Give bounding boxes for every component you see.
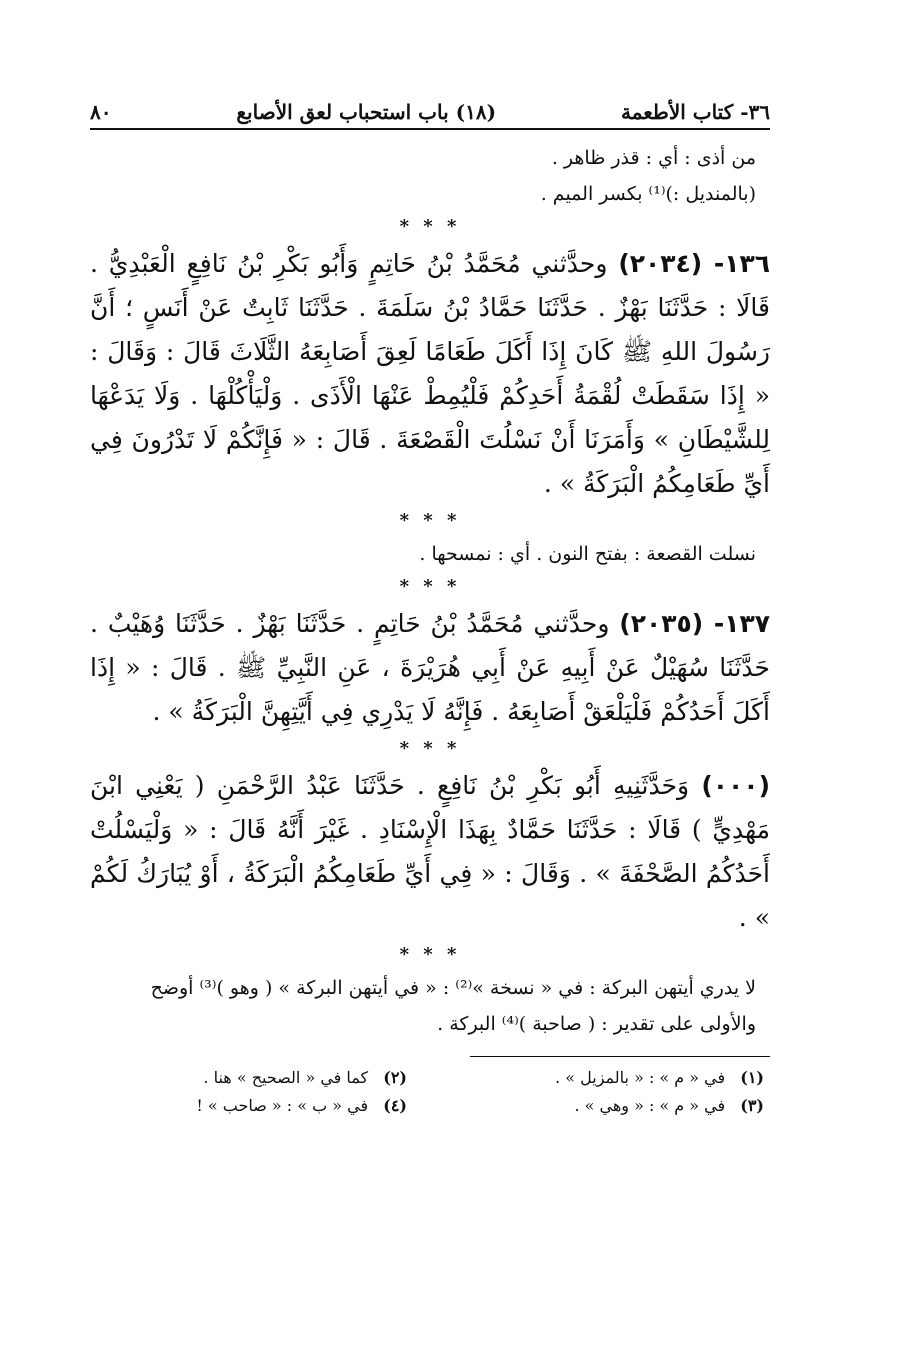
footnotes-divider: [470, 1056, 770, 1057]
book-title: ٣٦- كتاب الأطعمة: [620, 100, 770, 124]
hadith-136: [90, 242, 770, 506]
page: [90, 100, 770, 1119]
note-line: (بالمنديل :)⁽¹⁾ بكسر الميم .: [540, 183, 756, 205]
hadith-000: [90, 764, 770, 940]
footnote-number: (٣): [740, 1096, 764, 1115]
header-chapter: [111, 100, 621, 124]
footnote-text: كما في « الصحيح » هنا .: [203, 1068, 369, 1087]
footnote: [90, 1093, 407, 1119]
hadith-number: (٠٠٠): [701, 771, 770, 800]
note-line: لا يدري أيتهن البركة : في « نسخة »⁽²⁾ : « في أيتهن البركة » ( وهو )⁽³⁾ أوضح: [150, 977, 756, 999]
footnotes: [90, 1065, 770, 1119]
running-header: [90, 100, 770, 130]
chapter-title: (١٨) باب استحباب لعق الأصابع: [236, 100, 497, 124]
hadith-137: [90, 602, 770, 734]
footnote: [90, 1065, 407, 1091]
footnote: [447, 1065, 764, 1091]
hadith-number: ١٣٧- (٢٠٣٥): [619, 609, 771, 638]
footnote-text: في « م » : « بالمزيل » .: [555, 1068, 726, 1087]
hadith-text: وحدَّثني مُحَمَّدُ بْنُ حَاتِمٍ . حَدَّثَنَا بَهْزٌ . حَدَّثَنَا وُهَيْبٌ . حَدَّثَنَا سُهَيْلٌ عَنْ أَبِيهِ عَنْ أَبِي هُرَيْرَةَ ، عَنِ النَّبِيِّ ﷺ . قَالَ : « إِذَا أَكَلَ أَحَدُكُمْ فَلْيَلْعَقْ أَصَابِعَهُ . فَإِنَّهُ لَا يَدْرِي فِي أَيَّتِهِنَّ الْبَرَكَةُ » .: [90, 609, 770, 726]
section-separator: * * *: [399, 944, 461, 965]
hadith-text: وحدَّثني مُحَمَّدُ بْنُ حَاتِمٍ وَأَبُو بَكْرِ بْنُ نَافِعٍ الْعَبْدِيُّ . قَالَا : حَدَّثَنَا بَهْزٌ . حَدَّثَنَا حَمَّادُ بْنُ سَلَمَةَ . حَدَّثَنَا ثَابِتٌ عَنْ أَنَسٍ ؛ أَنَّ رَسُولَ اللهِ ﷺ كَانَ إِذَا أَكَلَ طَعَامًا لَعِقَ أَصَابِعَهُ الثَّلَاثَ قَالَ : وَقَالَ : « إِذَا سَقَطَتْ لُقْمَةُ أَحَدِكُمْ فَلْيُمِطْ عَنْهَا الْأَذَى . وَلْيَأْكُلْهَا . وَلَا يَدَعْهَا لِلشَّيْطَانِ » وَأَمَرَنَا أَنْ نَسْلُتَ الْقَصْعَةَ . قَالَ : « فَإِنَّكُمْ لَا تَدْرُونَ فِي أَيِّ طَعَامِكُمُ الْبَرَكَةُ » .: [90, 249, 770, 498]
footnote-number: (٢): [383, 1068, 407, 1087]
header-book: [621, 100, 770, 124]
hadith-number: ١٣٦- (٢٠٣٤): [618, 249, 770, 278]
section-separator: * * *: [399, 576, 461, 597]
footnote-text: في « م » : « وهي » .: [574, 1096, 726, 1115]
hadith-text: وَحَدَّثَنِيهِ أَبُو بَكْرِ بْنُ نَافِعٍ . حَدَّثَنَا عَبْدُ الرَّحْمَنِ ( يَعْنِي ابْنَ مَهْدِيٍّ ) قَالَا : حَدَّثَنَا حَمَّادٌ بِهَذَا الْإِسْنَادِ . غَيْرَ أَنَّهُ قَالَ : « وَلْيَسْلُتْ أَحَدُكُمُ الصَّحْفَةَ » . وَقَالَ : « فِي أَيِّ طَعَامِكُمُ الْبَرَكَةُ ، أَوْ يُبَارَكُ لَكُمْ » .: [90, 771, 770, 932]
note-line: نسلت القصعة : بفتح النون . أي : نمسحها .: [419, 543, 756, 565]
section-separator: * * *: [399, 738, 461, 759]
footnote-number: (٤): [383, 1096, 407, 1115]
note-line: من أذى : أي : قذر ظاهر .: [551, 147, 756, 169]
section-separator: * * *: [399, 510, 461, 531]
footnote: [447, 1093, 764, 1119]
footnote-number: (١): [740, 1068, 764, 1087]
footnote-text: في « ب » : « صاحب » !: [196, 1096, 369, 1115]
page-number: ٨٠: [90, 100, 112, 124]
note-line: والأولى على تقدير : ( صاحبة )⁽⁴⁾ البركة .: [437, 1013, 756, 1035]
section-separator: * * *: [399, 216, 461, 237]
